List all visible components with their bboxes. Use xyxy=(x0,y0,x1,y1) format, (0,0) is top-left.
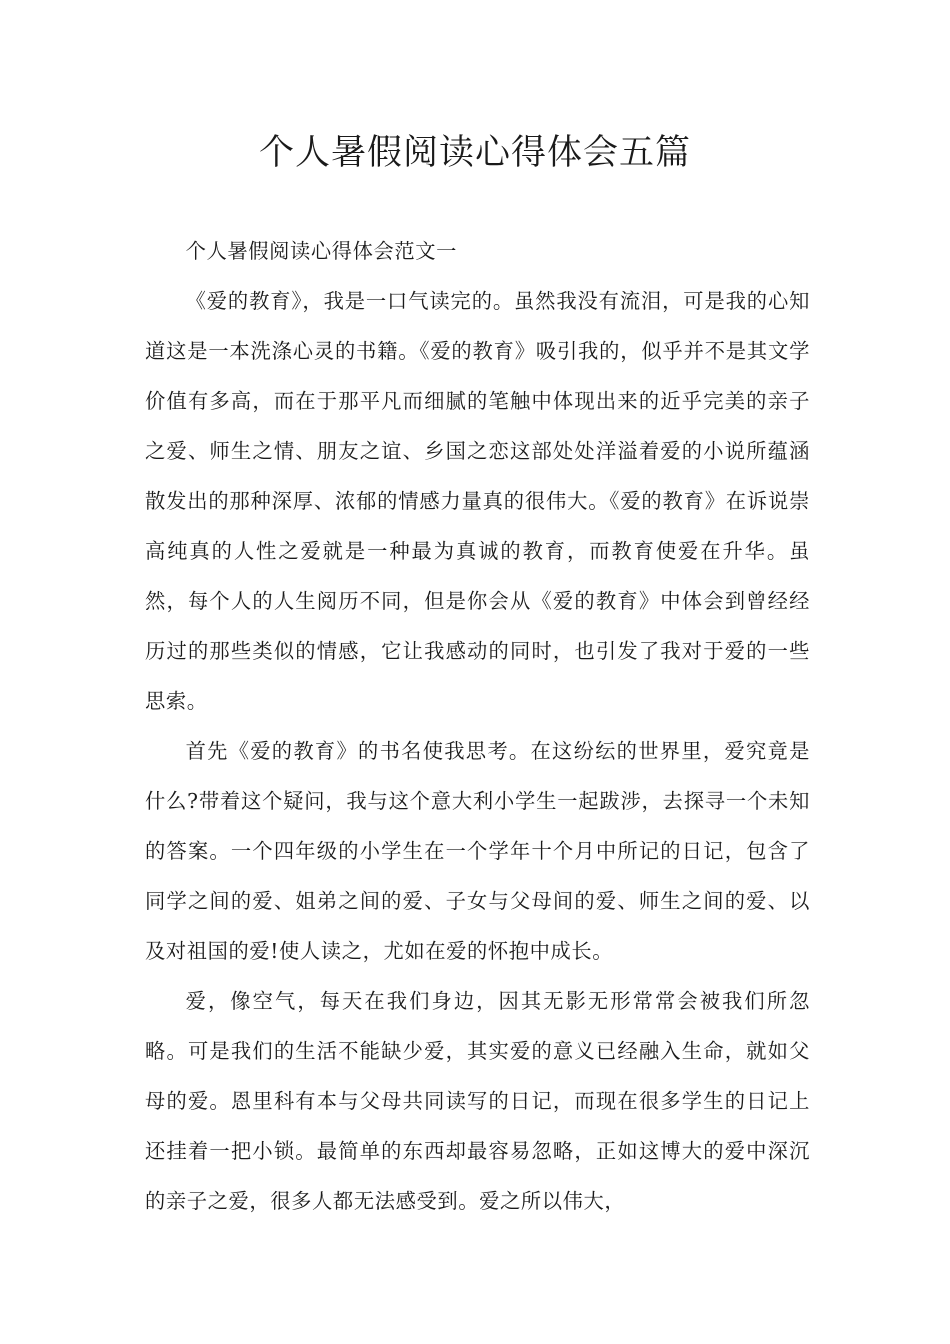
section-heading: 个人暑假阅读心得体会范文一 xyxy=(185,239,458,263)
paragraph-2: 首先《爱的教育》的书名使我思考。在这纷纭的世界里，爱究竟是什么?带着这个疑问，我与这个意大利小学生一起跋涉，去探寻一个未知的答案。一个四年级的小学生在一个学年十个月中所记的日记，包含了同学之间的爱、姐弟之间的爱、子女与父母间的爱、师生之间的爱、以及对祖国的爱!使人读之，尤如在爱的怀抱中成长。 xyxy=(145,739,810,963)
paragraph-1: 《爱的教育》，我是一口气读完的。虽然我没有流泪，可是我的心知道这是一本洗涤心灵的书籍。《爱的教育》吸引我的，似乎并不是其文学价值有多高，而在于那平凡而细腻的笔触中体现出来的近乎完美的亲子之爱、师生之情、朋友之谊、乡国之恋这部处处洋溢着爱的小说所蕴涵散发出的那种深厚、浓郁的情感力量真的很伟大。《爱的教育》在诉说崇高纯真的人性之爱就是一种最为真诚的教育，而教育使爱在升华。虽然，每个人的人生阅历不同，但是你会从《爱的教育》中体会到曾经经历过的那些类似的情感，它让我感动的同时，也引发了我对于爱的一些思索。 xyxy=(145,289,810,713)
document-title: 个人暑假阅读心得体会五篇 xyxy=(258,133,691,173)
document-body xyxy=(145,226,810,1226)
paragraph-3: 爱，像空气，每天在我们身边，因其无影无形常常会被我们所忽略。可是我们的生活不能缺少爱，其实爱的意义已经融入生命，就如父母的爱。恩里科有本与父母共同读写的日记，而现在很多学生的日记上还挂着一把小锁。最简单的东西却最容易忽略，正如这博大的爱中深沉的亲子之爱，很多人都无法感受到。爱之所以伟大， xyxy=(145,989,810,1213)
